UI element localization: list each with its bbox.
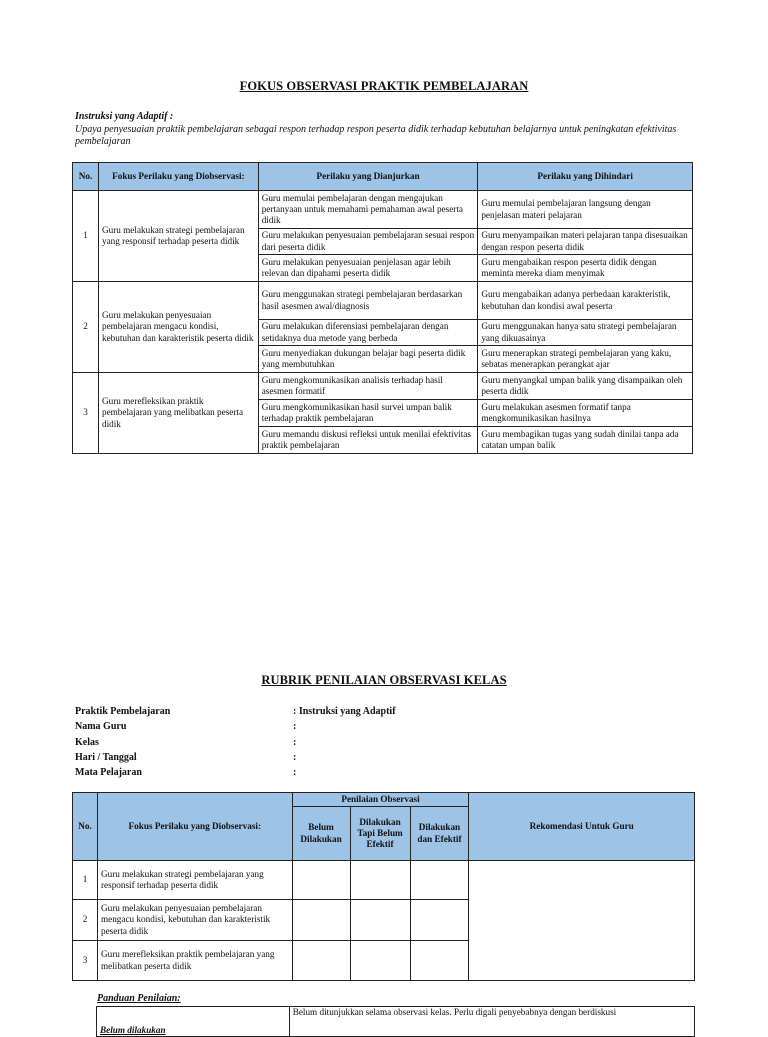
info-value: : bbox=[293, 751, 297, 763]
recommended-cell: Guru mengkomunikasikan hasil survei umpan balik terhadap praktik pembelajaran bbox=[258, 400, 478, 427]
info-value: : bbox=[293, 721, 297, 733]
observation-focus-table bbox=[72, 162, 693, 454]
score-cell-done-effective[interactable] bbox=[410, 941, 469, 981]
header-done-effective: Dilakukan dan Efektif bbox=[410, 807, 469, 861]
table-header-row bbox=[73, 793, 695, 807]
avoided-cell: Guru melakukan asesmen formatif tanpa mengkomunikasikan hasilnya bbox=[478, 400, 693, 427]
rubric-title: RUBRIK PENILAIAN OBSERVASI KELAS bbox=[261, 673, 507, 687]
row-number: 1 bbox=[73, 191, 99, 282]
header-focus: Fokus Perilaku yang Diobservasi: bbox=[97, 793, 292, 861]
avoided-cell: Guru mengabaikan respon peserta didik dengan meminta mereka diam menyimak bbox=[478, 255, 693, 282]
avoided-cell: Guru menerapkan strategi pembelajaran yang kaku, sebatas menerapkan perangkat ajar bbox=[478, 346, 693, 373]
score-cell-done-not-effective[interactable] bbox=[350, 900, 410, 941]
avoided-cell: Guru menyangkal umpan balik yang disampaikan oleh peserta didik bbox=[478, 373, 693, 400]
row-number: 2 bbox=[73, 900, 98, 941]
guide-title: Panduan Penilaian: bbox=[97, 993, 181, 1004]
score-cell-done-effective[interactable] bbox=[410, 861, 469, 900]
score-cell-done-not-effective[interactable] bbox=[350, 941, 410, 981]
avoided-cell: Guru menggunakan hanya satu strategi pembelajaran yang dikuasainya bbox=[478, 320, 693, 346]
avoided-cell: Guru menyampaikan materi pelajaran tanpa disesuaikan dengan respon peserta didik bbox=[478, 229, 693, 255]
recommended-cell: Guru memulai pembelajaran dengan mengajukan pertanyaan untuk memahami pemahaman awal peserta didik bbox=[258, 191, 478, 229]
recommended-cell: Guru memandu diskusi refleksi untuk menilai efektivitas praktik pembelajaran bbox=[258, 427, 478, 454]
recommended-cell: Guru menyediakan dukungan belajar bagi peserta didik yang membutuhkan bbox=[258, 346, 478, 373]
header-focus: Fokus Perilaku yang Diobservasi: bbox=[98, 163, 258, 191]
guide-row bbox=[97, 1007, 695, 1037]
rubric-table bbox=[72, 792, 695, 981]
header-recommended: Perilaku yang Dianjurkan bbox=[258, 163, 478, 191]
focus-cell: Guru melakukan strategi pembelajaran yang responsif terhadap peserta didik bbox=[97, 861, 292, 900]
header-assessment-group: Penilaian Observasi bbox=[292, 793, 469, 807]
info-value: : bbox=[293, 767, 297, 779]
guide-desc: Belum ditunjukkan selama observasi kelas. Perlu digali penyebabnya dengan berdiskusi bbox=[289, 1007, 694, 1037]
score-cell-not-done[interactable] bbox=[292, 900, 350, 941]
focus-cell: Guru melakukan strategi pembelajaran yang responsif terhadap peserta didik bbox=[98, 191, 258, 282]
instruction-block bbox=[75, 111, 695, 149]
header-avoided: Perilaku yang Dihindari bbox=[478, 163, 693, 191]
focus-cell: Guru melakukan penyesuaian pembelajaran mengacu kondisi, kebutuhan dan karakteristik peserta didik bbox=[98, 282, 258, 373]
info-label: Mata Pelajaran bbox=[75, 767, 142, 779]
table-row bbox=[73, 373, 693, 400]
recommended-cell: Guru menggunakan strategi pembelajaran berdasarkan hasil asesmen awal/diagnosis bbox=[258, 282, 478, 320]
score-cell-not-done[interactable] bbox=[292, 861, 350, 900]
info-value: : bbox=[293, 736, 297, 748]
avoided-cell: Guru membagikan tugas yang sudah dinilai tanpa ada catatan umpan balik bbox=[478, 427, 693, 454]
table-row bbox=[73, 191, 693, 229]
info-label: Nama Guru bbox=[75, 721, 127, 733]
focus-cell: Guru merefleksikan praktik pembelajaran yang melibatkan peserta didik bbox=[97, 941, 292, 981]
header-done-not-effective: Dilakukan Tapi Belum Efektif bbox=[350, 807, 410, 861]
avoided-cell: Guru mengabaikan adanya perbedaan karakteristik, kebutuhan dan kondisi awal peserta bbox=[478, 282, 693, 320]
recommendation-cell[interactable] bbox=[469, 861, 695, 981]
row-number: 3 bbox=[73, 373, 99, 454]
focus-cell: Guru melakukan penyesuaian pembelajaran mengacu kondisi, kebutuhan dan karakteristik peserta didik bbox=[97, 900, 292, 941]
avoided-cell: Guru memulai pembelajaran langsung dengan penjelasan materi pelajaran bbox=[478, 191, 693, 229]
guide-key: Belum dilakukan bbox=[97, 1007, 290, 1037]
recommended-cell: Guru melakukan diferensiasi pembelajaran dengan setidaknya dua metode yang berbeda bbox=[258, 320, 478, 346]
page-title: FOKUS OBSERVASI PRAKTIK PEMBELAJARAN bbox=[239, 79, 529, 93]
focus-cell: Guru merefleksikan praktik pembelajaran yang melibatkan peserta didik bbox=[98, 373, 258, 454]
row-number: 3 bbox=[73, 941, 98, 981]
guide-table bbox=[96, 1006, 695, 1037]
recommended-cell: Guru melakukan penyesuaian pembelajaran sesuai respon dari peserta didik bbox=[258, 229, 478, 255]
table-row bbox=[73, 861, 695, 900]
info-label: Hari / Tanggal bbox=[75, 751, 137, 763]
score-cell-done-effective[interactable] bbox=[410, 900, 469, 941]
info-label: Praktik Pembelajaran bbox=[75, 706, 171, 717]
header-not-done: Belum Dilakukan bbox=[292, 807, 350, 861]
instruction-heading: Instruksi yang Adaptif : bbox=[75, 111, 174, 122]
score-cell-not-done[interactable] bbox=[292, 941, 350, 981]
table-header-row bbox=[73, 163, 693, 191]
row-number: 1 bbox=[73, 861, 98, 900]
info-value: : Instruksi yang Adaptif bbox=[293, 706, 396, 717]
info-label: Kelas bbox=[75, 736, 99, 748]
instruction-text: Upaya penyesuaian praktik pembelajaran sebagai respon terhadap respon peserta didik terhadap kebutuhan belajarnya untuk peningkatan efektivitas pembelajaran bbox=[75, 123, 677, 147]
score-cell-done-not-effective[interactable] bbox=[350, 861, 410, 900]
recommended-cell: Guru melakukan penyesuaian penjelasan agar lebih relevan dan dipahami peserta didik bbox=[258, 255, 478, 282]
header-recommendation: Rekomendasi Untuk Guru bbox=[469, 793, 695, 861]
recommended-cell: Guru mengkomunikasikan analisis terhadap hasil asesmen formatif bbox=[258, 373, 478, 400]
header-no: No. bbox=[73, 793, 98, 861]
table-row bbox=[73, 282, 693, 320]
header-no: No. bbox=[73, 163, 99, 191]
row-number: 2 bbox=[73, 282, 99, 373]
